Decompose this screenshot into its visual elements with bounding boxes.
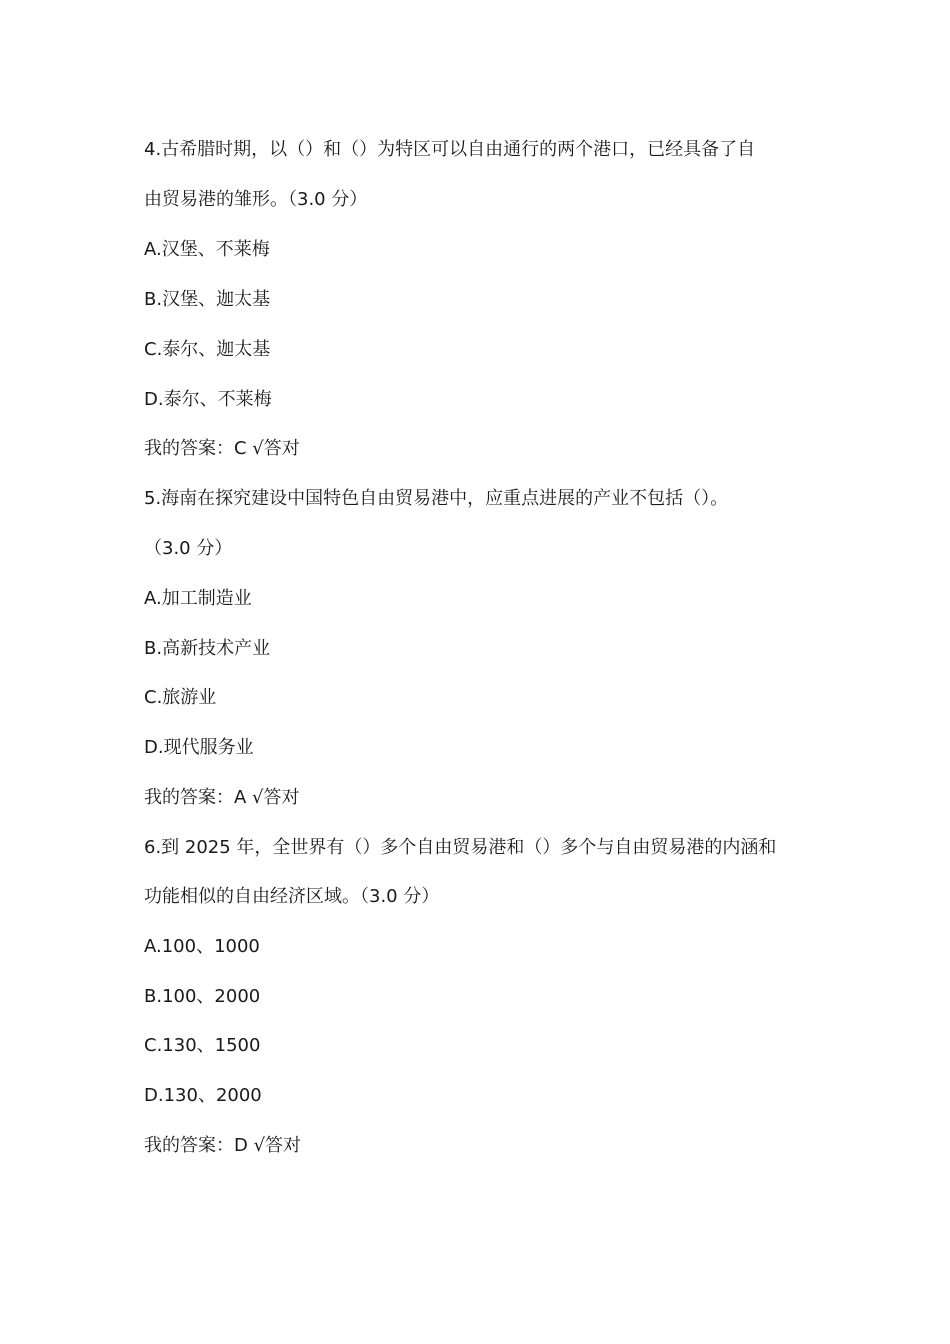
question-6-option-d: D.130、2000 — [144, 1085, 262, 1106]
question-4-option-b: B.汉堡、迦太基 — [144, 289, 271, 310]
question-4-answer: 我的答案：C √答对 — [144, 438, 300, 459]
question-4-stem-line1: 4.古希腊时期，以（）和（）为特区可以自由通行的两个港口，已经具备了自 — [144, 139, 756, 160]
question-5-answer: 我的答案：A √答对 — [144, 787, 300, 808]
question-6-stem-line1: 6.到 2025 年，全世界有（）多个自由贸易港和（）多个与自由贸易港的内涵和 — [144, 837, 777, 858]
question-4-option-c: C.泰尔、迦太基 — [144, 339, 271, 360]
question-5-stem-line2: （3.0 分） — [144, 538, 233, 559]
question-6-stem-line2: 功能相似的自由经济区域。（3.0 分） — [144, 886, 440, 907]
question-6-answer: 我的答案：D √答对 — [144, 1135, 302, 1156]
question-6-option-b: B.100、2000 — [144, 986, 261, 1007]
question-6-option-c: C.130、1500 — [144, 1035, 261, 1056]
question-5-stem-line1: 5.海南在探究建设中国特色自由贸易港中，应重点进展的产业不包括（）。 — [144, 488, 729, 509]
question-4-option-d: D.泰尔、不莱梅 — [144, 389, 272, 410]
question-4-option-a: A.汉堡、不莱梅 — [144, 239, 270, 260]
question-6-option-a: A.100、1000 — [144, 936, 260, 957]
question-5-option-d: D.现代服务业 — [144, 737, 254, 758]
question-5-option-a: A.加工制造业 — [144, 588, 252, 609]
question-5-option-c: C.旅游业 — [144, 687, 217, 708]
question-5-option-b: B.高新技术产业 — [144, 638, 271, 659]
question-4-stem-line2: 由贸易港的雏形。（3.0 分） — [144, 189, 368, 210]
